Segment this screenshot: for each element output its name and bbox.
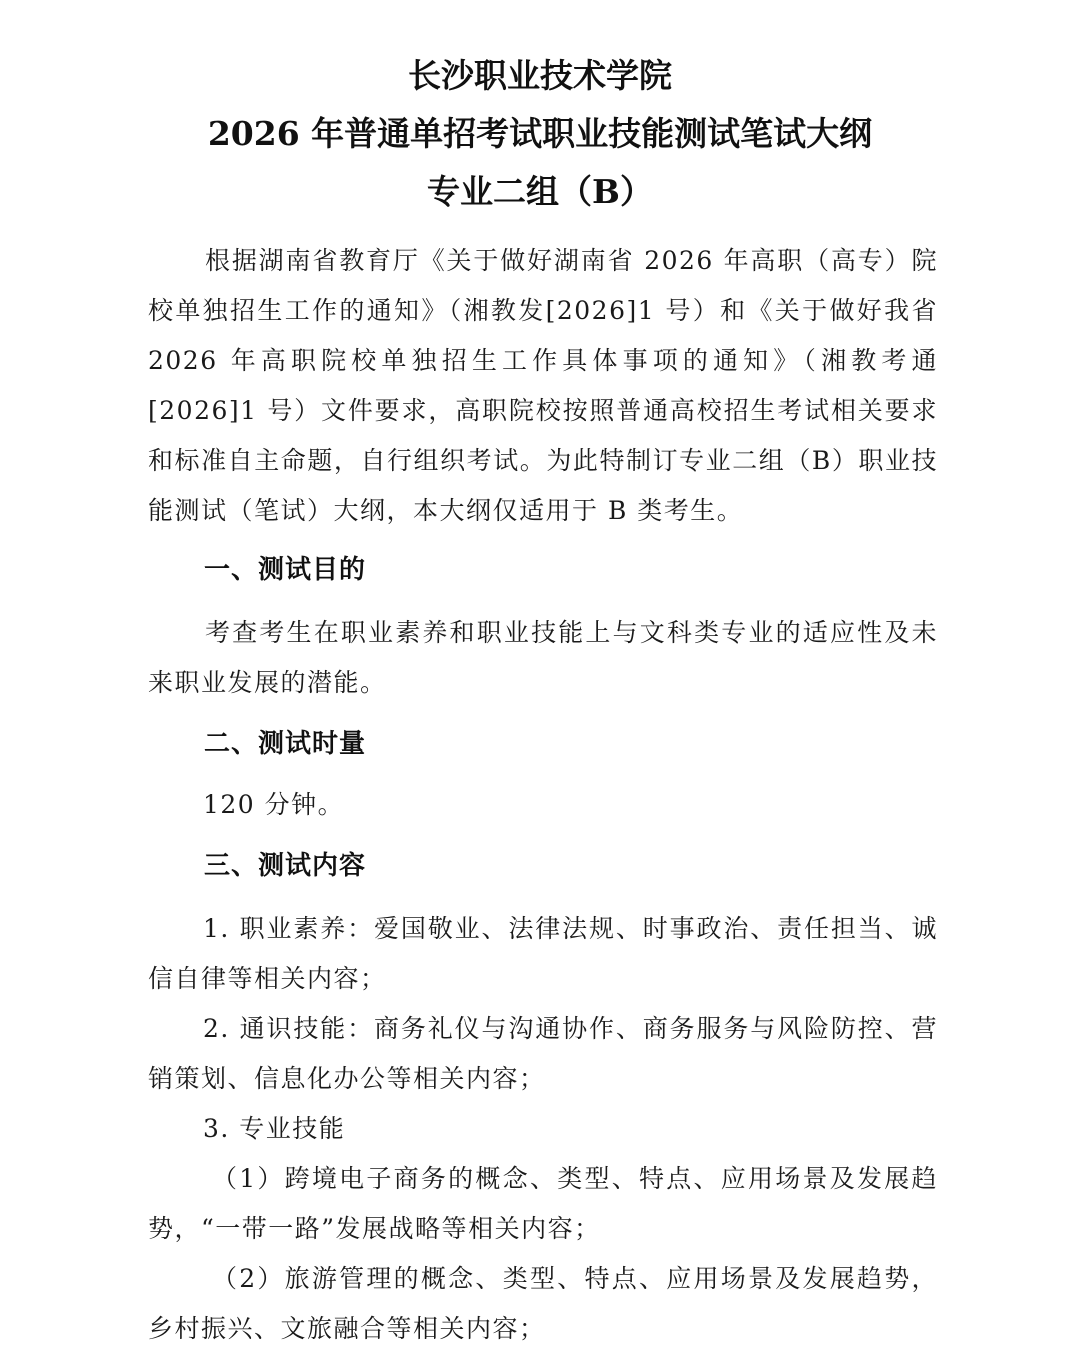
content-item-professional-skills: 3. 专业技能 [203, 1114, 346, 1143]
section-heading-goal: 一、测试目的 [204, 555, 367, 585]
intro-paragraph: 根据湖南省教育厅《关于做好湖南省 2026 年高职（高专）院校单独招生工作的通知》（湘教发[2026]1 号）和《关于做好我省 2026 年高职院校单独招生工作具体事项的通知》（湘教考通[2026]1 号）文件要求，高职院校按照普通高校招生考试相关要求和标准自主命题，自行组织考试。为此特制订专业二组（B）职业技能测试（笔试）大纲，本大纲仅适用于 B 类考生。 [148, 246, 938, 525]
content-subitem-cross-border-ecommerce: （1）跨境电子商务的概念、类型、特点、应用场景及发展趋势，“一带一路”发展战略等相关内容； [148, 1164, 938, 1243]
group-subtitle: 专业二组（B） [427, 172, 653, 211]
content-subitem-tourism-management: （2）旅游管理的概念、类型、特点、应用场景及发展趋势，乡村振兴、文旅融合等相关内容； [148, 1264, 938, 1343]
section-heading-content: 三、测试内容 [204, 851, 367, 881]
duration-paragraph: 120 分钟。 [203, 790, 345, 819]
goal-paragraph: 考查考生在职业素养和职业技能上与文科类专业的适应性及未来职业发展的潜能。 [148, 618, 938, 697]
section-heading-duration: 二、测试时量 [204, 729, 367, 759]
content-item-professional-quality: 1. 职业素养：爱国敬业、法律法规、时事政治、责任担当、诚信自律等相关内容； [148, 914, 938, 993]
school-name-title: 长沙职业技术学院 [408, 56, 672, 95]
content-item-general-skills: 2. 通识技能：商务礼仪与沟通协作、商务服务与风险防控、营销策划、信息化办公等相关内容； [148, 1014, 938, 1093]
exam-outline-title: 2026 年普通单招考试职业技能测试笔试大纲 [207, 114, 873, 153]
